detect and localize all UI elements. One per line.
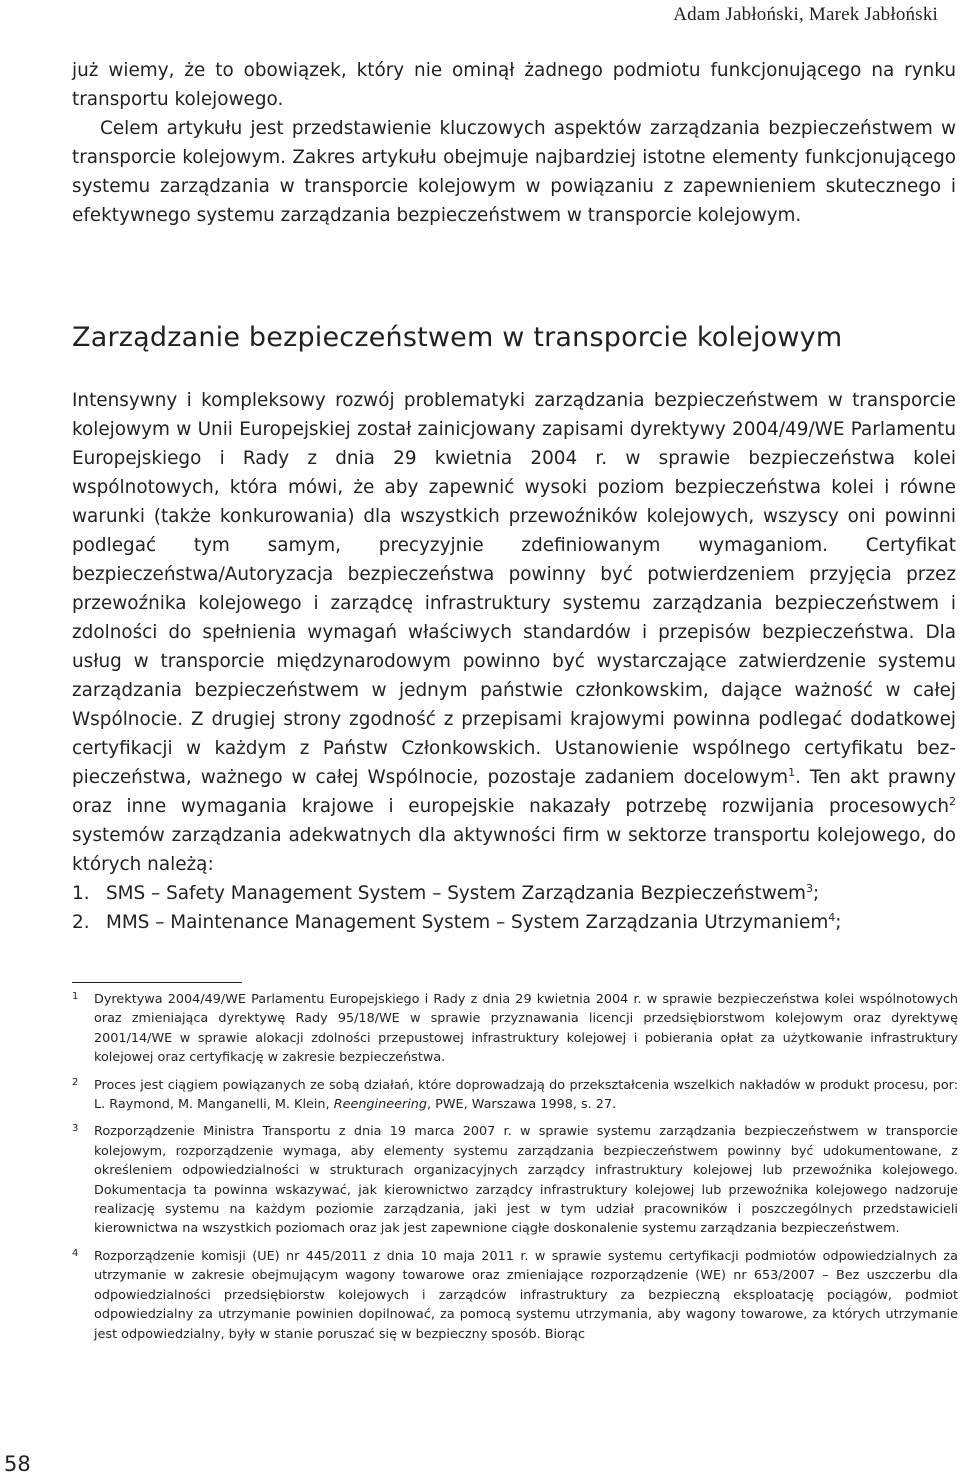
footnote-text: Dyrektywa 2004/49/WE Parlamentu Europejskiego i Rady z dnia 29 kwietnia 2004 r. w sprawie bezpieczeństwa kolei wspólnotowych oraz zmieniająca dyrektywę Rady 95/18/WE w sprawie przyznawania licencji przedsiębiorstwom kolejowym oraz dyrektywę 2001/14/WE w sprawie alokacji zdolności przepustowej infrastruktury kolejowej i pobierania opłat za użytkowanie infrastruktury kolejowej oraz certyfikację w zakresie bezpieczeństwa. [94,992,958,1066]
footnote-number: 3 [72,1123,79,1135]
footnote-number: 4 [72,1247,79,1259]
list-item-text: SMS – Safety Management System – System Zarządzania Bezpieczeństwem [106,883,806,904]
paragraph-part-2: . Ten akt prawny oraz inne wymagania krajowe i europejskie nakazały potrzebę rozwijania procesowych [72,767,956,817]
footnote-text: Proces jest ciągiem powiązanych ze sobą działań, które doprowadzają do przekształcenia wszelkich nakładów w produkt procesu, por: L. Raymond, M. Manganelli, M. Klein, [94,1077,958,1113]
running-head-authors: Adam Jabłoński, Marek Jabłoński [673,4,938,25]
footnote-ref-1[interactable]: 1 [788,765,796,779]
footnote-text-after: , PWE, Warszawa 1998, s. 27. [427,1097,617,1113]
intro-paragraph-1: już wiemy, że to obowiązek, który nie ominął żadnego podmiotu funkcjonującego na rynku transportu kolejowego. [72,60,956,110]
footnote-ref-2[interactable]: 2 [949,794,956,808]
intro-block [72,56,956,230]
footnote-text: Rozporządzenie komisji (UE) nr 445/2011 z dnia 10 maja 2011 r. w sprawie systemu certyfikacji podmiotów odpowiedzialnych za utrzymanie w zakresie obejmującym wagony towarowe oraz zmieniające rozporządzenie (WE) nr 653/2007 – Bez uszczerbu dla odpowiedzialności przedsiębiorstw kolejowych i zarządców infrastruktury za bezpieczną eksploatację pociągów, podmiot odpowiedzialny za utrzymanie powinien dopilnować, za pomocą systemu utrzymania, aby wagony towarowe, za których utrzymanie jest odpowiedzialny, były w stanie poruszać się w bezpieczny sposób. Biorąc [94,1248,958,1342]
footnote-ref-4[interactable]: 4 [828,910,836,924]
intro-paragraph-2: Celem artykułu jest przedstawienie kluczowych aspektów zarządzania bezpieczeństwem w transporcie kolejowym. Zakres artykułu obejmuje najbardziej istotne elementy funkcjonującego systemu zarządzania w transporcie kolejowym w powiązaniu z zapewnieniem skutecznego i efektywnego systemu zarządzania bezpieczeństwem w transporcie kolejowym. [72,118,956,226]
list-item [72,879,956,908]
footnote-ref-3[interactable]: 3 [805,881,813,895]
systems-list [72,879,956,937]
footnote-2 [72,1076,958,1115]
list-item-tail: ; [812,883,820,904]
footnote-3 [72,1122,958,1238]
section-body [72,386,956,937]
list-item [72,908,956,937]
footnote-separator [72,982,242,983]
footnote-book-title: Reengineering [333,1097,428,1113]
list-item-text: MMS – Maintenance Management System – System Zarządzania Utrzymaniem [106,912,829,933]
page-number: 58 [4,1452,31,1476]
section-heading: Zarządzanie bezpieczeństwem w transporcie kolejowym [72,322,843,353]
footnote-number: 2 [72,1076,79,1088]
section-paragraph [72,386,956,879]
footnote-text: Rozporządzenie Ministra Transportu z dnia 19 marca 2007 r. w sprawie systemu zarządzania bezpieczeństwem w transporcie kolejowym, rozporządzenie wymaga, aby elementy systemu zarządzania bezpieczeństwem powinny być udokumentowane, z określeniem odpowiedzialności w strukturach organizacyjnych zarządcy infrastruktury kolejowej lub przewoźnika kolejowego. Dokumentacja ta powinna wskazywać, jak kierownictwo zarządcy infrastruktury kolejowej lub przewoźnika kolejowego nadzoruje realizację systemu na każdym poziomie zarządzania, jaki jest w tym udział pracowników i poszczególnych przedstawicieli kierownictwa na wszystkich poziomach oraz jak jest zapewnione ciągłe doskonalenie systemu zarządzania bezpieczeństwem. [94,1124,958,1237]
footnote-4 [72,1247,958,1344]
list-item-tail: ; [835,912,842,933]
list-item-number: 1. [72,883,90,904]
footnote-number: 1 [72,991,79,1002]
paragraph-part-3: systemów zarządzania adekwatnych dla aktywności firm w sektorze transportu kolejowego, do których należą: [72,825,956,875]
footnote-1 [72,990,958,1068]
footnotes [72,990,958,1352]
list-item-number: 2. [72,912,90,933]
paragraph-part-1: Intensywny i kompleksowy rozwój problematyki zarządzania bezpieczeństwem w transporcie kolejowym w Unii Europejskiej został zainicjowany zapisami dyrektywy 2004/49/WE Parlamentu Europejskiego i Rady z dnia 29 kwietnia 2004 r. w sprawie bezpieczeństwa kolei wspólnotowych, która mówi, że aby zapewnić wysoki poziom bezpieczeństwa kolei i równe warunki (także konkurowania) dla wszystkich przewoźników kolejowych, wszyscy oni powinni podlegać tym samym, precyzyjnie zdefiniowanym wymaganiom. Certyfikat bezpieczeństwa/Autoryzacja bezpieczeństwa powinny być potwierdzeniem przyjęcia przez przewoźnika kolejowego i zarządcę infrastruktury systemu zarządzania bezpieczeństwem i zdolności do spełnienia wymagań właściwych standardów i przepisów bezpieczeństwa. Dla usług w transporcie międzynarodowym powinno być wystarczające zatwierdzenie systemu zarządzania bezpieczeństwem w jednym państwie członkowskim, dające ważność w całej Wspólnocie. Z drugiej strony zgodność z przepisami krajowymi powinna podlegać dodatkowej certyfikacji w każdym z Państw Członkowskich. Ustanowienie wspólnego certyfikatu bezpieczeństwa, ważnego w całej Wspólnocie, pozostaje zadaniem docelowym [72,390,956,788]
